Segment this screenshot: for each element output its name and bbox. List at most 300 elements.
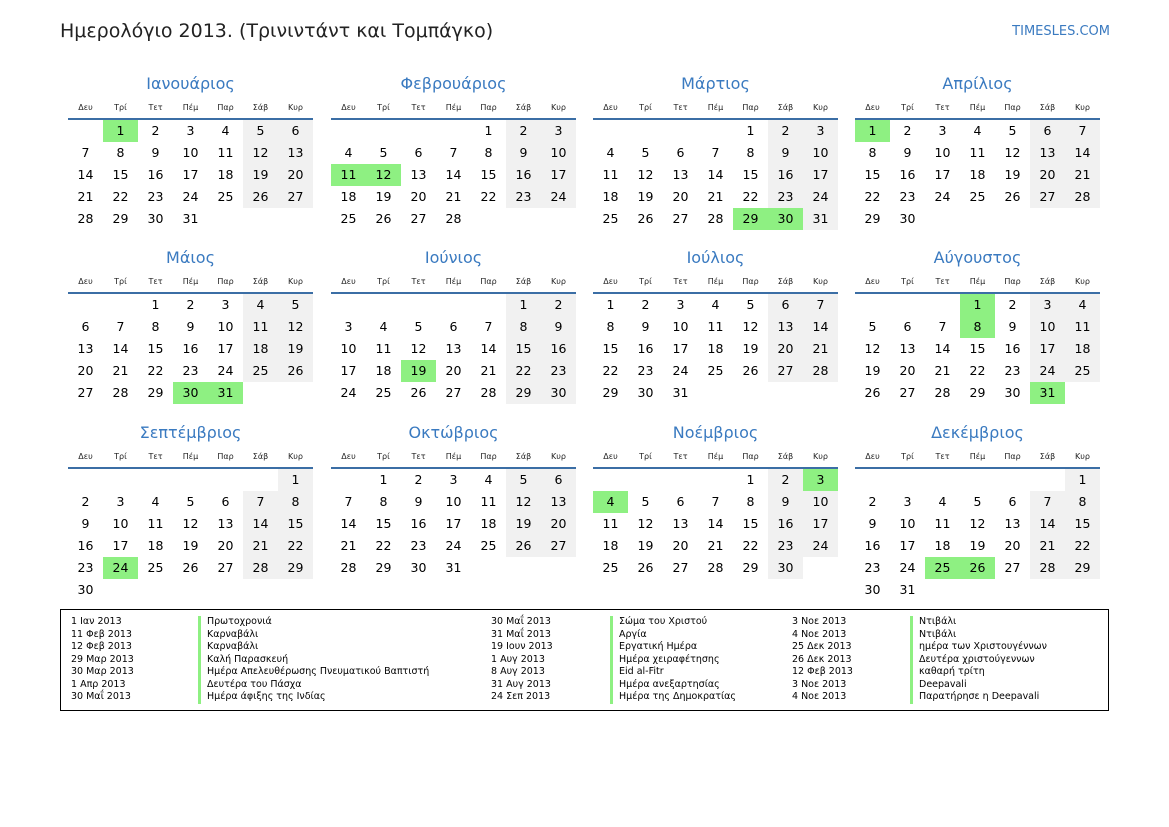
day-cell: 21: [707, 189, 724, 204]
day-cell: 24: [812, 189, 829, 204]
day-cell: 8: [116, 145, 125, 160]
day-cell: 11: [375, 341, 392, 356]
day-cell: 29: [375, 560, 392, 575]
day-cell: 9: [1008, 319, 1017, 334]
day-cell: 3: [816, 123, 825, 138]
day-cell: 25: [969, 189, 986, 204]
day-cell: 6: [449, 319, 458, 334]
weekday-label: Πέμ: [707, 103, 724, 112]
day-cell: 8: [746, 494, 755, 509]
weekday-label: Τετ: [411, 103, 426, 112]
page-title: Ημερολόγιο 2013. (Τρινιντάντ και Τομπάγκο): [60, 20, 494, 42]
day-cell: 29: [147, 385, 164, 400]
holiday-day-cell: 8: [960, 316, 995, 338]
weekday-label: Τετ: [935, 452, 950, 461]
day-cell: 15: [969, 341, 986, 356]
day-cell: 1: [519, 297, 528, 312]
day-cell: 22: [112, 189, 129, 204]
day-cell: 14: [480, 341, 497, 356]
weekday-label: Παρ: [742, 452, 759, 461]
day-cell: 23: [1004, 363, 1021, 378]
holiday-date: 25 Δεκ 2013: [792, 641, 852, 652]
day-cell: 20: [899, 363, 916, 378]
day-cell: 8: [868, 145, 877, 160]
day-cell: 18: [252, 341, 269, 356]
weekday-label: Τετ: [673, 277, 688, 286]
day-cell: 15: [287, 516, 304, 531]
day-cell: 13: [77, 341, 94, 356]
day-cell: 7: [1043, 494, 1052, 509]
day-cell: 24: [340, 385, 357, 400]
day-cell: 16: [637, 341, 654, 356]
weekday-header: [855, 275, 1100, 289]
day-cell: 5: [519, 472, 528, 487]
holiday-list: [60, 609, 1109, 711]
day-cell: 10: [217, 319, 234, 334]
day-cell: 20: [1004, 538, 1021, 553]
weekday-label: Τρί: [901, 103, 914, 112]
day-cell: 10: [182, 145, 199, 160]
day-cell: 2: [781, 123, 790, 138]
day-cell: 21: [252, 538, 269, 553]
day-cell: 29: [515, 385, 532, 400]
day-cell: 27: [77, 385, 94, 400]
day-cell: 20: [672, 538, 689, 553]
day-cell: 28: [112, 385, 129, 400]
day-cell: 9: [81, 516, 90, 531]
weekday-label: Τετ: [673, 103, 688, 112]
holiday-day-cell: 30: [768, 208, 803, 230]
day-cell: 13: [1004, 516, 1021, 531]
holiday-date: 19 Ιουν 2013: [491, 641, 553, 652]
day-cell: 4: [606, 145, 615, 160]
holiday-date: 31 Μαΐ 2013: [491, 628, 551, 640]
day-cell: 28: [340, 560, 357, 575]
day-cell: 26: [182, 560, 199, 575]
weekday-label: Πέμ: [707, 277, 724, 286]
holiday-date: 3 Νοε 2013: [792, 678, 847, 690]
day-cell: 7: [711, 145, 720, 160]
weekday-label: Δευ: [865, 452, 880, 461]
weekday-label: Κυρ: [288, 452, 303, 461]
site-link[interactable]: TIMESLES.COM: [1012, 24, 1110, 39]
weekday-label: Δευ: [341, 452, 356, 461]
month-name: Φεβρουάριος: [400, 74, 507, 93]
day-cell: 4: [1078, 297, 1087, 312]
day-cell: 21: [707, 538, 724, 553]
day-cell: 3: [344, 319, 353, 334]
holiday-date: 26 Δεκ 2013: [792, 653, 852, 665]
day-cell: 1: [1078, 472, 1087, 487]
day-cell: 31: [672, 385, 689, 400]
day-cell: 7: [81, 145, 90, 160]
day-cell: 5: [973, 494, 982, 509]
month-name: Οκτώβριος: [408, 423, 499, 442]
holiday-name: Πρωτοχρονιά: [198, 616, 429, 629]
day-cell: 1: [379, 472, 388, 487]
day-cell: 10: [340, 341, 357, 356]
weekday-label: Σάβ: [777, 452, 794, 461]
month-block: [331, 73, 576, 233]
holiday-names-column: [198, 616, 429, 704]
day-cell: 25: [602, 560, 619, 575]
day-cell: 18: [340, 189, 357, 204]
day-cell: 29: [287, 560, 304, 575]
day-cell: 7: [449, 145, 458, 160]
holiday-name: Ημέρα Απελευθέρωσης Πνευματικού Βαπτιστή: [198, 666, 429, 679]
day-cell: 18: [934, 538, 951, 553]
day-cell: 4: [379, 319, 388, 334]
day-cell: 11: [480, 494, 497, 509]
weekday-label: Τρί: [114, 277, 127, 286]
day-cell: 4: [256, 297, 265, 312]
day-cell: 29: [112, 211, 129, 226]
holiday-date: 12 Φεβ 2013: [71, 641, 132, 652]
month-block: [593, 422, 838, 582]
month-block: [331, 247, 576, 407]
weekday-label: Πέμ: [182, 452, 199, 461]
weekday-label: Τετ: [148, 103, 163, 112]
day-cell: 11: [602, 167, 619, 182]
day-cell: 27: [410, 211, 427, 226]
day-cell: 16: [147, 167, 164, 182]
weekday-header: [331, 101, 576, 115]
weekday-label: Παρ: [217, 277, 234, 286]
day-cell: 10: [1039, 319, 1056, 334]
day-cell: 3: [221, 297, 230, 312]
day-cell: 23: [147, 189, 164, 204]
month-name: Μάιος: [166, 248, 215, 267]
weekday-label: Δευ: [865, 277, 880, 286]
day-cell: 3: [554, 123, 563, 138]
day-cell: 20: [410, 189, 427, 204]
day-cell: 5: [291, 297, 300, 312]
day-cell: 5: [641, 145, 650, 160]
holiday-day-cell: 1: [960, 294, 995, 316]
month-name: Μάρτιος: [681, 74, 750, 93]
day-cell: 23: [864, 560, 881, 575]
weekday-header: [68, 275, 313, 289]
day-cell: 12: [1004, 145, 1021, 160]
day-cell: 23: [515, 189, 532, 204]
day-cell: 8: [746, 145, 755, 160]
day-cell: 21: [812, 341, 829, 356]
weekday-label: Κυρ: [551, 103, 566, 112]
day-cell: 22: [1074, 538, 1091, 553]
day-cell: 2: [641, 297, 650, 312]
day-cell: 20: [550, 516, 567, 531]
weekday-label: Κυρ: [813, 277, 828, 286]
day-cell: 1: [151, 297, 160, 312]
day-cell: 17: [445, 516, 462, 531]
day-cell: 6: [81, 319, 90, 334]
day-cell: 27: [899, 385, 916, 400]
holiday-names-column: [910, 616, 1047, 704]
day-cell: 15: [375, 516, 392, 531]
day-cell: 10: [899, 516, 916, 531]
day-cell: 11: [1074, 319, 1091, 334]
day-cell: 26: [287, 363, 304, 378]
holiday-name: Ημέρα χειραφέτησης: [610, 654, 736, 667]
day-cell: 28: [934, 385, 951, 400]
day-cell: 16: [550, 341, 567, 356]
day-cell: 25: [1074, 363, 1091, 378]
day-cell: 21: [1039, 538, 1056, 553]
holiday-name: Ντιβάλι: [910, 616, 1047, 629]
day-cell: 2: [186, 297, 195, 312]
day-cell: 11: [252, 319, 269, 334]
month-block: [855, 422, 1100, 597]
weekday-label: Κυρ: [551, 452, 566, 461]
day-cell: 30: [410, 560, 427, 575]
day-cell: 12: [637, 167, 654, 182]
day-cell: 6: [903, 319, 912, 334]
day-cell: 19: [637, 189, 654, 204]
day-cell: 16: [1004, 341, 1021, 356]
day-cell: 26: [1004, 189, 1021, 204]
day-cell: 29: [602, 385, 619, 400]
day-cell: 11: [934, 516, 951, 531]
day-cell: 24: [672, 363, 689, 378]
day-cell: 9: [186, 319, 195, 334]
day-cell: 4: [711, 297, 720, 312]
weekday-label: Παρ: [742, 103, 759, 112]
month-block: [593, 73, 838, 233]
weekday-label: Πέμ: [969, 277, 986, 286]
month-name: Απρίλιος: [942, 74, 1013, 93]
day-cell: 3: [903, 494, 912, 509]
weekday-label: Τετ: [148, 277, 163, 286]
weekday-label: Παρ: [1004, 277, 1021, 286]
month-block: [68, 422, 313, 597]
day-cell: 25: [340, 211, 357, 226]
weekday-label: Δευ: [78, 452, 93, 461]
day-cell: 30: [899, 211, 916, 226]
weekday-label: Κυρ: [288, 277, 303, 286]
day-cell: 23: [777, 189, 794, 204]
day-cell: 23: [637, 363, 654, 378]
weekday-label: Πέμ: [707, 452, 724, 461]
day-cell: 19: [182, 538, 199, 553]
day-cell: 10: [812, 494, 829, 509]
weekday-label: Παρ: [1004, 103, 1021, 112]
day-cell: 16: [899, 167, 916, 182]
day-cell: 15: [1074, 516, 1091, 531]
month-name: Αύγουστος: [933, 248, 1022, 267]
day-cell: 13: [410, 167, 427, 182]
holiday-name: ημέρα των Χριστουγέννων: [910, 641, 1047, 654]
day-cell: 16: [864, 538, 881, 553]
day-cell: 24: [182, 189, 199, 204]
holiday-date: 30 Μαΐ 2013: [491, 616, 551, 627]
day-cell: 31: [899, 582, 916, 597]
weekday-label: Δευ: [603, 452, 618, 461]
weekday-label: Τρί: [639, 277, 652, 286]
holiday-date: 24 Σεπ 2013: [491, 691, 551, 702]
day-cell: 18: [602, 189, 619, 204]
day-cell: 9: [554, 319, 563, 334]
weekday-label: Δευ: [341, 103, 356, 112]
day-cell: 18: [969, 167, 986, 182]
day-cell: 24: [934, 189, 951, 204]
day-cell: 23: [410, 538, 427, 553]
day-cell: 17: [934, 167, 951, 182]
holiday-day-cell: 1: [855, 120, 890, 142]
day-cell: 5: [746, 297, 755, 312]
weekday-label: Σάβ: [777, 277, 794, 286]
day-cell: 30: [864, 582, 881, 597]
day-cell: 19: [515, 516, 532, 531]
month-name: Νοέμβριος: [672, 423, 759, 442]
day-cell: 22: [864, 189, 881, 204]
day-cell: 28: [1074, 189, 1091, 204]
day-cell: 20: [777, 341, 794, 356]
day-cell: 3: [1043, 297, 1052, 312]
day-cell: 29: [969, 385, 986, 400]
day-cell: 9: [519, 145, 528, 160]
day-cell: 13: [445, 341, 462, 356]
day-cell: 26: [637, 560, 654, 575]
day-cell: 30: [77, 582, 94, 597]
weekday-header: [855, 450, 1100, 464]
day-cell: 17: [812, 167, 829, 182]
holiday-date: 4 Νοε 2013: [792, 628, 847, 640]
holiday-day-cell: 30: [173, 382, 208, 404]
weekday-label: Σάβ: [1039, 103, 1056, 112]
day-cell: 5: [414, 319, 423, 334]
day-cell: 6: [781, 297, 790, 312]
holiday-day-cell: 29: [733, 208, 768, 230]
day-cell: 14: [1039, 516, 1056, 531]
holiday-date: 1 Ιαν 2013: [71, 616, 122, 627]
weekday-label: Κυρ: [288, 103, 303, 112]
day-cell: 7: [938, 319, 947, 334]
day-cell: 9: [903, 145, 912, 160]
day-cell: 13: [1039, 145, 1056, 160]
day-cell: 25: [707, 363, 724, 378]
day-cell: 22: [287, 538, 304, 553]
day-cell: 5: [1008, 123, 1017, 138]
weekday-label: Πέμ: [182, 277, 199, 286]
day-cell: 25: [480, 538, 497, 553]
holiday-day-cell: 19: [401, 360, 436, 382]
day-cell: 17: [217, 341, 234, 356]
day-cell: 18: [602, 538, 619, 553]
day-cell: 7: [344, 494, 353, 509]
holiday-name: Ντιβάλι: [910, 629, 1047, 642]
holiday-day-cell: 26: [960, 557, 995, 579]
weekday-label: Σάβ: [1039, 452, 1056, 461]
day-cell: 16: [515, 167, 532, 182]
day-cell: 5: [868, 319, 877, 334]
day-cell: 27: [217, 560, 234, 575]
weekday-label: Δευ: [865, 103, 880, 112]
weekday-header: [593, 450, 838, 464]
day-cell: 22: [742, 189, 759, 204]
day-cell: 10: [445, 494, 462, 509]
day-cell: 11: [602, 516, 619, 531]
day-cell: 1: [746, 472, 755, 487]
weekday-label: Σάβ: [777, 103, 794, 112]
day-cell: 8: [606, 319, 615, 334]
day-cell: 19: [287, 341, 304, 356]
day-cell: 12: [410, 341, 427, 356]
day-cell: 12: [742, 319, 759, 334]
holiday-date: 1 Αυγ 2013: [491, 653, 545, 665]
day-cell: 15: [602, 341, 619, 356]
holiday-date: 12 Φεβ 2013: [792, 666, 853, 677]
day-cell: 24: [812, 538, 829, 553]
weekday-label: Σάβ: [515, 103, 532, 112]
day-cell: 25: [602, 211, 619, 226]
day-cell: 14: [112, 341, 129, 356]
holiday-name: καθαρή τρίτη: [910, 666, 1047, 679]
holiday-date: 31 Αυγ 2013: [491, 678, 551, 690]
day-cell: 28: [707, 560, 724, 575]
day-cell: 17: [899, 538, 916, 553]
day-cell: 27: [672, 211, 689, 226]
weekday-label: Παρ: [480, 103, 497, 112]
month-rule: [68, 467, 313, 469]
weekday-header: [593, 275, 838, 289]
day-cell: 28: [480, 385, 497, 400]
day-cell: 5: [379, 145, 388, 160]
day-cell: 3: [938, 123, 947, 138]
weekday-label: Πέμ: [445, 277, 462, 286]
day-cell: 3: [116, 494, 125, 509]
day-cell: 23: [777, 538, 794, 553]
holiday-name: Σώμα του Χριστού: [610, 616, 736, 629]
day-cell: 8: [291, 494, 300, 509]
day-cell: 18: [1074, 341, 1091, 356]
weekday-label: Τρί: [901, 452, 914, 461]
day-cell: 9: [151, 145, 160, 160]
weekday-label: Σάβ: [252, 103, 269, 112]
day-cell: 28: [252, 560, 269, 575]
day-cell: 17: [812, 516, 829, 531]
holiday-name: Παρατήρησε η Deepavali: [910, 691, 1047, 704]
holiday-day-cell: 24: [103, 557, 138, 579]
weekday-label: Τετ: [673, 452, 688, 461]
day-cell: 27: [445, 385, 462, 400]
day-cell: 7: [116, 319, 125, 334]
day-cell: 30: [637, 385, 654, 400]
weekday-label: Παρ: [742, 277, 759, 286]
month-name: Ιούνιος: [424, 248, 483, 267]
weekday-label: Σάβ: [515, 452, 532, 461]
day-cell: 31: [182, 211, 199, 226]
weekday-label: Κυρ: [1075, 452, 1090, 461]
day-cell: 26: [410, 385, 427, 400]
holiday-name: Ημέρα ανεξαρτησίας: [610, 679, 736, 692]
day-cell: 26: [515, 538, 532, 553]
holiday-date: 30 Μαρ 2013: [71, 666, 134, 677]
day-cell: 7: [256, 494, 265, 509]
day-cell: 16: [777, 167, 794, 182]
holiday-day-cell: 3: [803, 469, 838, 491]
day-cell: 13: [217, 516, 234, 531]
holiday-date: 4 Νοε 2013: [792, 691, 847, 702]
weekday-label: Τρί: [377, 277, 390, 286]
day-cell: 14: [252, 516, 269, 531]
month-block: [593, 247, 838, 407]
day-cell: 10: [112, 516, 129, 531]
day-cell: 11: [969, 145, 986, 160]
day-cell: 2: [781, 472, 790, 487]
day-cell: 24: [1039, 363, 1056, 378]
day-cell: 13: [672, 167, 689, 182]
day-cell: 9: [641, 319, 650, 334]
